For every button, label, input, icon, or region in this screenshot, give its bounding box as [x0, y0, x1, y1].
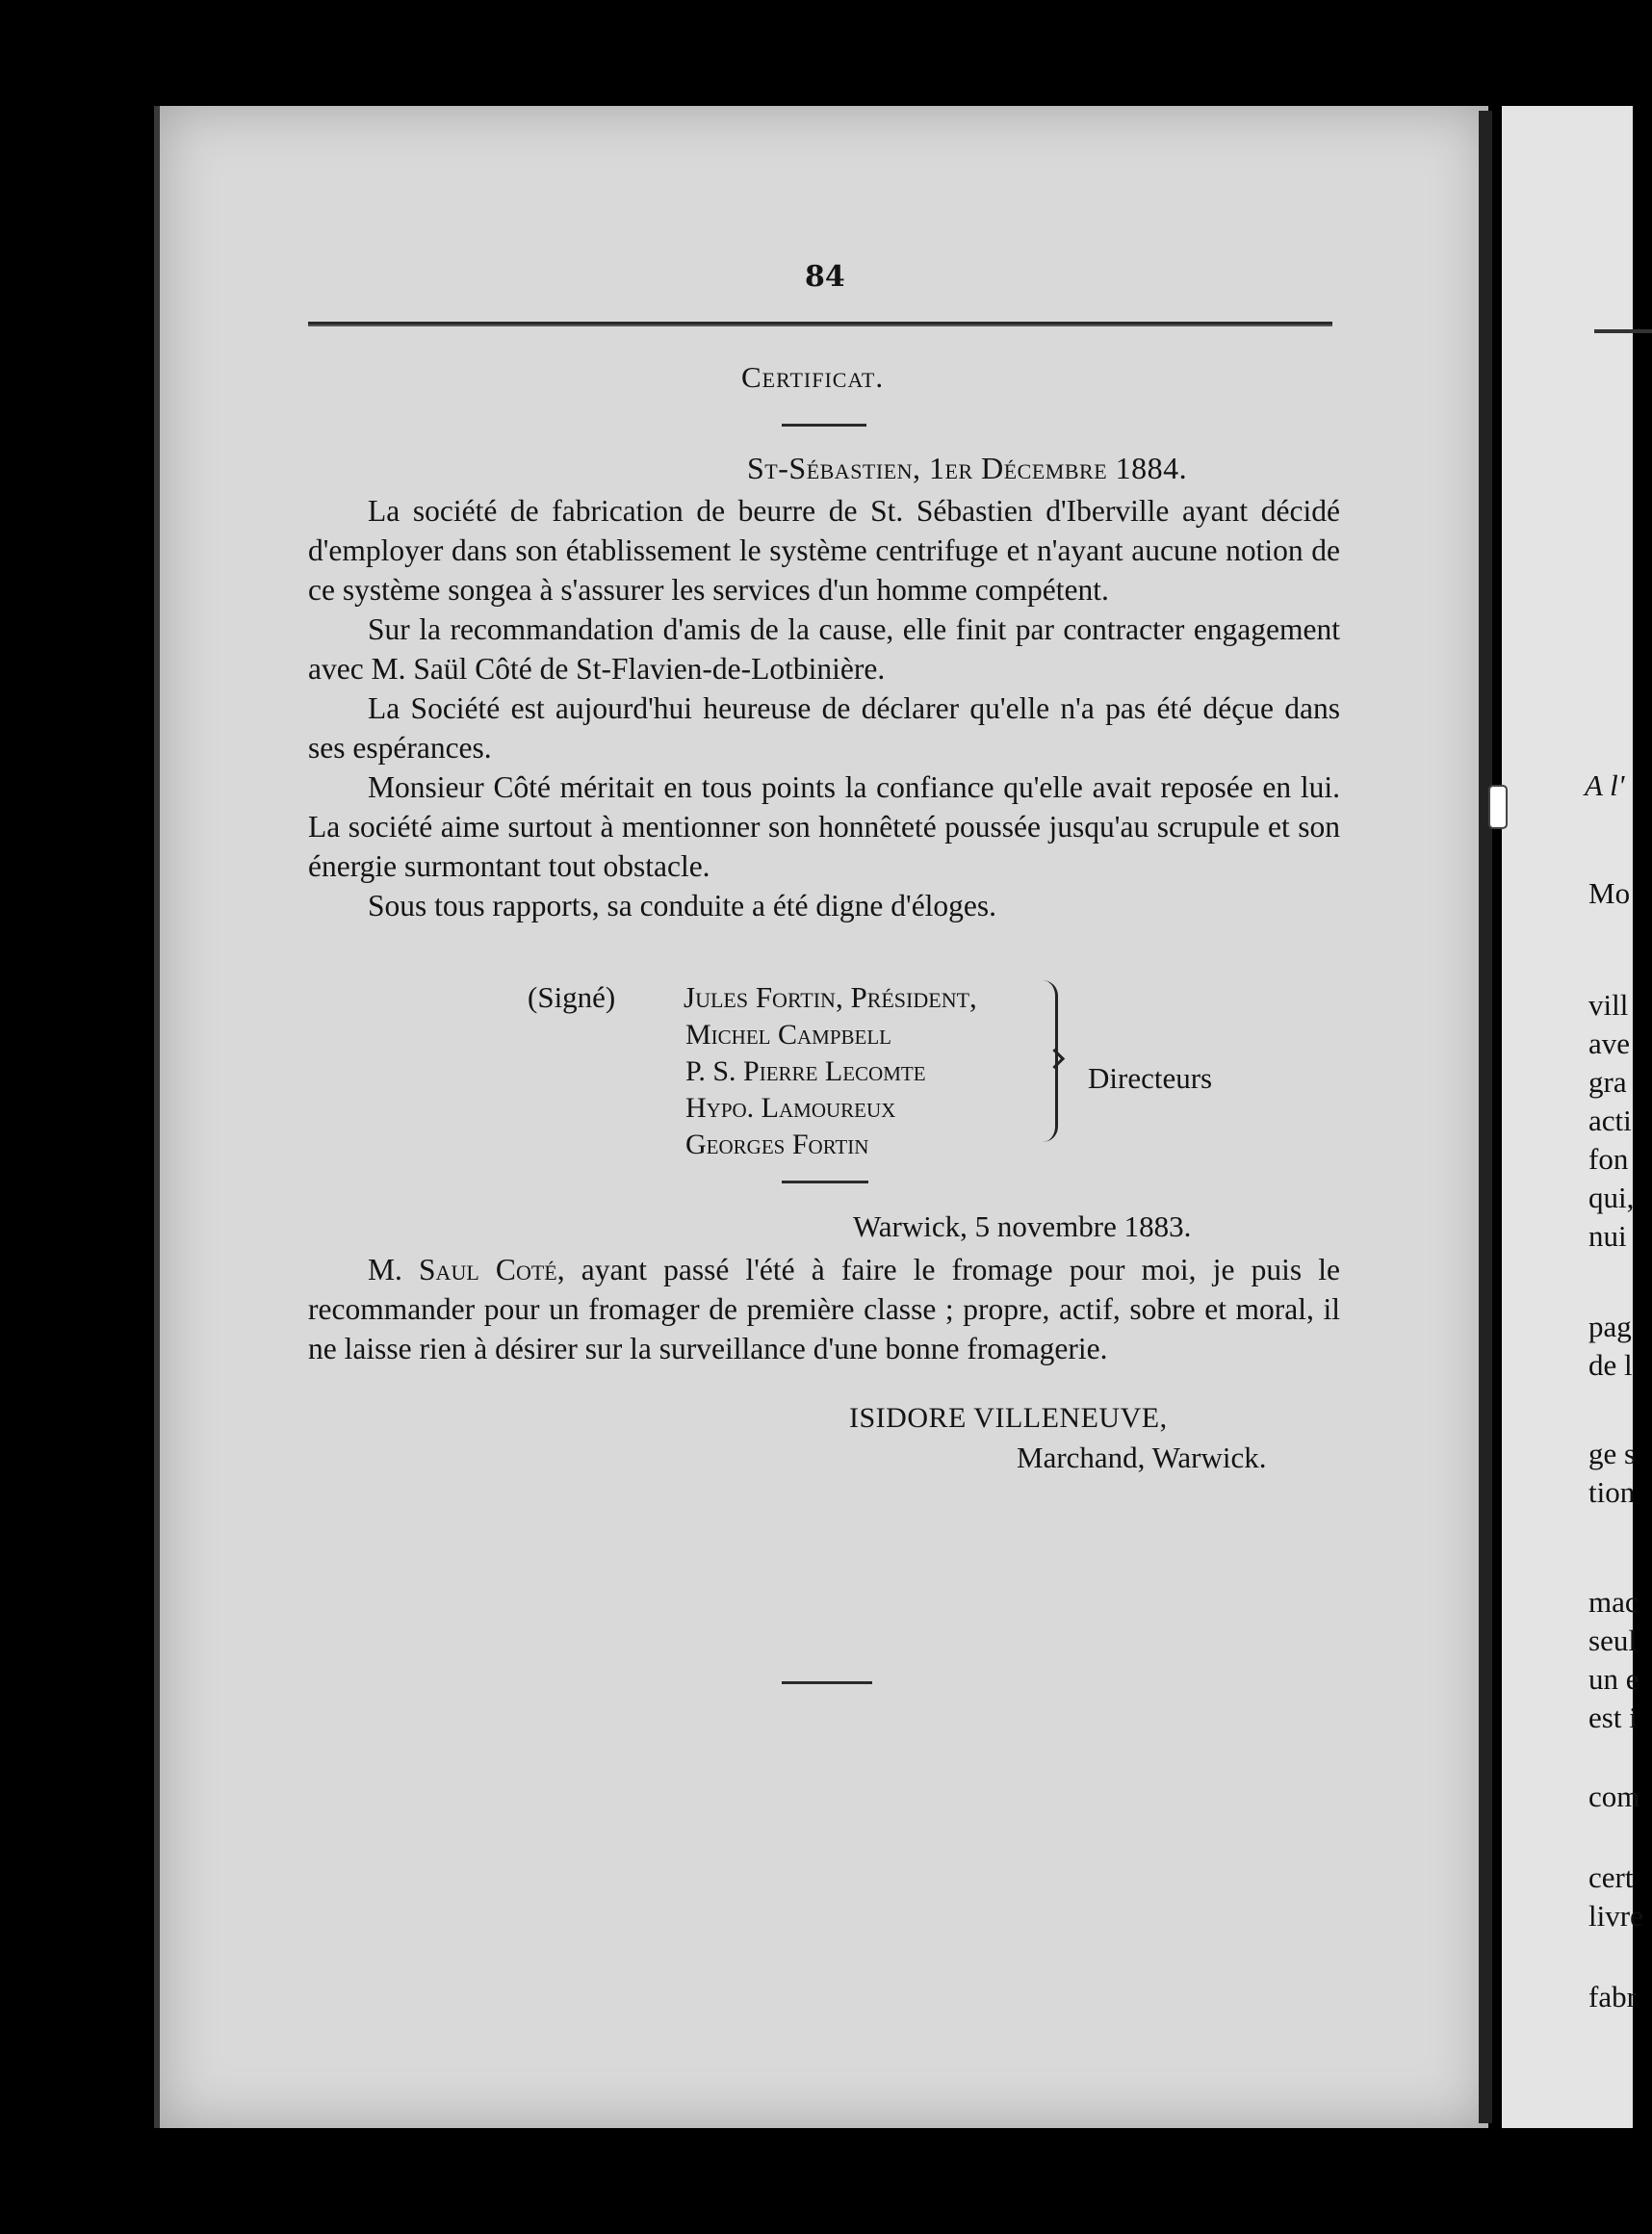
facing-line: un e: [1588, 1662, 1639, 1696]
section-rule: [782, 1181, 868, 1183]
facing-line: nui: [1588, 1219, 1627, 1253]
facing-line: fon: [1588, 1142, 1629, 1176]
facing-line: livre: [1588, 1899, 1643, 1933]
facing-page: [1502, 106, 1643, 2128]
letter-signer: ISIDORE VILLENEUVE,: [849, 1402, 1168, 1434]
facing-line: est i: [1588, 1701, 1638, 1734]
facing-line: cert: [1588, 1860, 1634, 1894]
facing-line: A l': [1585, 768, 1625, 802]
certificate-paragraph: La Société est aujourd'hui heureuse de déclarer qu'elle n'a pas été déçue dans ses espérances.: [308, 691, 1340, 765]
facing-line: qui,: [1588, 1181, 1635, 1214]
certificate-title: Certificat.: [741, 360, 885, 394]
facing-line: Mo: [1588, 876, 1631, 910]
letter-subject-name: M. Saul Coté: [368, 1253, 557, 1286]
president-signature: Jules Fortin, Président,: [684, 980, 977, 1014]
director-name: Georges Fortin: [685, 1129, 869, 1160]
director-name: Hypo. Lamoureux: [685, 1092, 896, 1124]
directors-list: [685, 1017, 926, 1163]
certificate-dateline: St-Sébastien, 1er Décembre 1884.: [747, 451, 1188, 485]
directors-label: Directeurs: [1088, 1061, 1213, 1095]
director-name: Michel Campbell: [685, 1019, 892, 1051]
page-number: 84: [805, 260, 845, 294]
facing-line: pag: [1588, 1310, 1632, 1343]
facing-line: ave: [1588, 1026, 1631, 1060]
facing-page-rule: [1594, 329, 1652, 333]
facing-line: fabr: [1588, 1980, 1637, 2013]
facing-line: seul: [1588, 1624, 1637, 1657]
facing-line: gra: [1588, 1065, 1627, 1099]
end-rule: [782, 1681, 872, 1684]
certificate-body: [308, 491, 1340, 925]
page-tab: [1488, 785, 1508, 829]
letter-text: , ayant passé l'été à faire le fromage pour moi, je puis le recommander pour un fromager de première classe ; propre, actif, sobre et moral, il ne laisse rien à désirer sur la surveillance d'une bonne fromagerie.: [308, 1253, 1340, 1365]
facing-line: com: [1588, 1779, 1640, 1813]
letter-dateline: Warwick, 5 novembre 1883.: [853, 1209, 1192, 1243]
signed-label: (Signé): [528, 980, 616, 1014]
certificate-paragraph: Monsieur Côté méritait en tous points la confiance qu'elle avait reposée en lui. La société aime surtout à mentionner son honnêteté poussée jusqu'au scrupule et son énergie surmontant tout obstacle.: [308, 770, 1340, 883]
facing-line: acti: [1588, 1104, 1632, 1137]
facing-line: mac: [1588, 1585, 1639, 1619]
header-rule: [308, 322, 1332, 326]
letter-signer-title: Marchand, Warwick.: [1017, 1441, 1267, 1474]
certificate-paragraph: Sous tous rapports, sa conduite a été digne d'éloges.: [368, 889, 997, 922]
facing-line: de l: [1588, 1348, 1633, 1382]
facing-line: ge s: [1588, 1437, 1637, 1470]
director-name: P. S. Pierre Lecomte: [685, 1055, 926, 1087]
certificate-paragraph: La société de fabrication de beurre de St. Sébastien d'Iberville ayant décidé d'employer dans son établissement le système centrifuge et n'ayant aucune notion de ce système songea à s'assurer les services d'un homme compétent.: [308, 494, 1340, 607]
letter-body: [308, 1250, 1340, 1368]
book-spine: [1479, 111, 1492, 2123]
certificate-paragraph: Sur la recommandation d'amis de la cause, elle finit par contracter engagement avec M. Saül Côté de St-Flavien-de-Lotbinière.: [308, 612, 1340, 686]
facing-line: tion: [1588, 1475, 1636, 1509]
title-rule: [782, 424, 866, 427]
facing-line: vill: [1588, 988, 1629, 1022]
